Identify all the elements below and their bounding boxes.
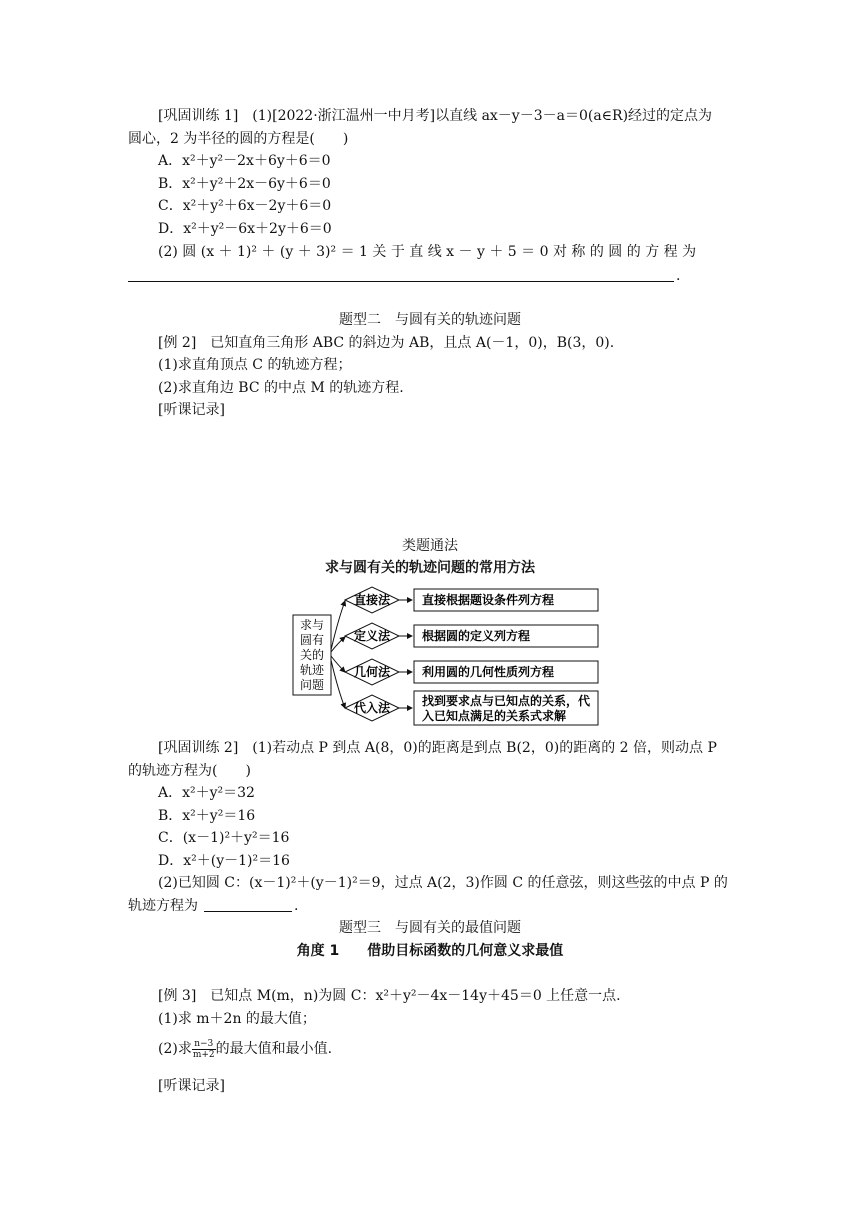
option-c: C．x²＋y²＋6x－2y＋6＝0: [158, 198, 332, 214]
branch-label-2: 定义法: [353, 629, 391, 643]
option-b: B．x²＋y²＋2x－6y＋6＝0: [158, 176, 331, 192]
desc-text-2: 根据圆的定义列方程: [422, 629, 531, 643]
example2-q2: (2)求直角边 BC 的中点 M 的轨迹方程.: [158, 380, 404, 396]
option-b: B．x²＋y²＝16: [158, 808, 256, 824]
branch-label-3: 几何法: [353, 665, 391, 679]
section-heading-type2: 题型二 与圆有关的轨迹问题: [339, 312, 521, 328]
exercise1-question2: (2) 圆 (x ＋ 1)² ＋ (y ＋ 3)² ＝ 1 关 于 直 线 x － y ＋ 5 ＝ 0 对 称 的 圆 的 方 程 为: [158, 244, 697, 260]
root-line-3: 关的: [299, 648, 325, 662]
angle-subheading: 角度 1 借助目标函数的几何意义求最值: [296, 943, 564, 959]
example3-q2: [158, 1036, 332, 1062]
option-d: D．x²＋(y－1)²＝16: [158, 853, 290, 869]
option-c: C．(x－1)²＋y²＝16: [158, 830, 290, 846]
option-d: D．x²＋y²－6x＋2y＋6＝0: [158, 221, 332, 237]
fraction: [192, 1039, 216, 1060]
desc-text-4a: 找到要求点与已知点的关系，代: [422, 694, 591, 708]
example3-stem: [例 3] 已知点 M(m，n)为圆 C：x²＋y²－4x－14y＋45＝0 上任意一点.: [158, 988, 621, 1004]
option-a: A．x²＋y²＝32: [158, 785, 255, 801]
branch-label-1: 直接法: [353, 593, 391, 607]
root-line-1: 求与: [299, 618, 325, 632]
q2-prefix: (2)求: [158, 1041, 192, 1057]
fraction-denominator: m+2: [192, 1049, 215, 1060]
lecture-notes-label: [听课记录]: [158, 1078, 225, 1094]
exercise1-line1: [巩固训练 1] (1)[2022·浙江温州一中月考]以直线 ax－y－3－a＝0(a∈R)经过的定点为: [158, 108, 713, 124]
exercise2-question2-line2: 轨迹方程为: [128, 898, 198, 914]
desc-text-3: 利用圆的几何性质列方程: [422, 665, 555, 679]
root-line-5: 问题: [299, 678, 325, 692]
method-heading: 类题通法: [402, 538, 458, 554]
root-line-2: 圆有: [299, 633, 325, 647]
q2-suffix: 的最大值和最小值.: [215, 1041, 333, 1057]
section-heading-type3: 题型三 与圆有关的最值问题: [339, 920, 521, 936]
example2-q1: (1)求直角顶点 C 的轨迹方程；: [158, 357, 352, 373]
desc-text-4b: 入已知点满足的关系式求解: [422, 709, 567, 723]
period: .: [294, 898, 299, 914]
period: .: [676, 268, 681, 284]
option-a: A．x²＋y²－2x＋6y＋6＝0: [158, 153, 331, 169]
example2-stem: [例 2] 已知直角三角形 ABC 的斜边为 AB，且点 A(－1，0)，B(3，0).: [158, 335, 615, 351]
exercise2-line2: 的轨迹方程为( ): [128, 763, 251, 779]
lecture-notes-label: [听课记录]: [158, 402, 225, 418]
answer-blank: [204, 911, 292, 912]
desc-text-1: 直接根据题设条件列方程: [422, 593, 555, 607]
exercise2-question2-line1: (2)已知圆 C：(x－1)²＋(y－1)²＝9，过点 A(2，3)作圆 C 的任意弦，则这些弦的中点 P 的: [158, 875, 728, 891]
fraction-numerator: n−3: [192, 1039, 216, 1050]
branch-label-4: 代入法: [353, 701, 391, 715]
method-title: 求与圆有关的轨迹问题的常用方法: [325, 560, 535, 576]
example3-q1: (1)求 m＋2n 的最大值；: [158, 1011, 316, 1027]
root-line-4: 轨迹: [299, 663, 325, 677]
exercise1-line2: 圆心，2 为半径的圆的方程是( ): [128, 131, 349, 147]
exercise2-line1: [巩固训练 2] (1)若动点 P 到点 A(8，0)的距离是到点 B(2，0)的距离的 2 倍，则动点 P: [158, 740, 717, 756]
